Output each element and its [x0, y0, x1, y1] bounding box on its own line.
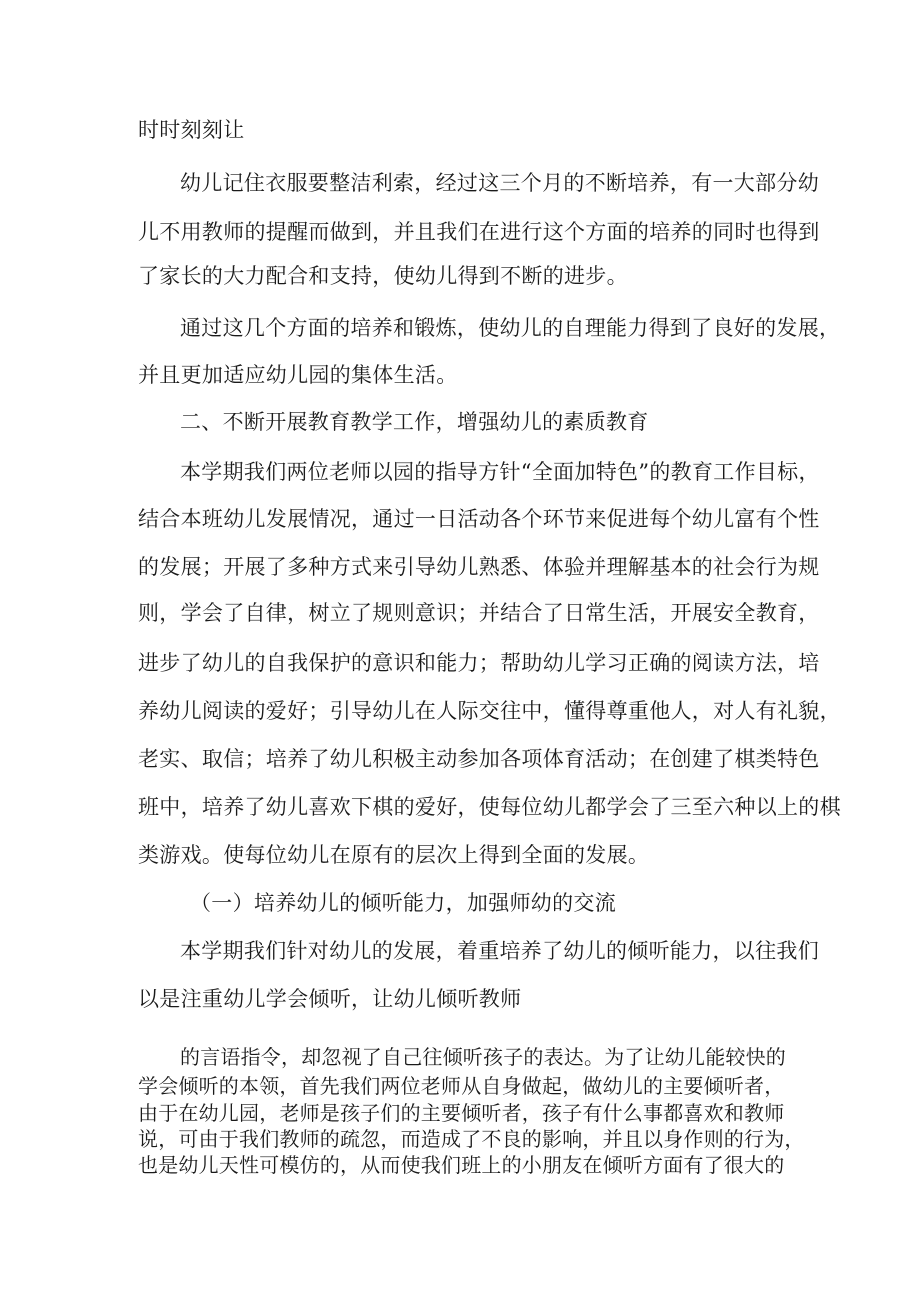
text-line: 并且更加适应幼儿园的集体生活。 [138, 363, 458, 387]
text-line: 学会倾听的本领，首先我们两位老师从自身做起，做幼儿的主要倾听者， [138, 1074, 785, 1098]
text-line: 时时刻刻让 [138, 118, 245, 142]
text-line: 也是幼儿天性可模仿的，从而使我们班上的小朋友在倾听方面有了很大的 [138, 1153, 785, 1177]
text-line: 类游戏。使每位幼儿在原有的层次上得到全面的发展。 [138, 843, 650, 867]
text-line: 班中，培养了幼儿喜欢下棋的爱好，使每位幼儿都学会了三至六种以上的棋 [138, 795, 841, 819]
subsection-heading: （一）培养幼儿的倾听能力，加强师幼的交流 [190, 891, 616, 915]
text-line: 本学期我们针对幼儿的发展，着重培养了幼儿的倾听能力，以往我们 [180, 939, 819, 963]
text-line: 老实、取信；培养了幼儿积极主动参加各项体育活动；在创建了棋类特色 [138, 747, 820, 771]
text-line: 幼儿记住衣服要整洁利索，经过这三个月的不断培养，有一大部分幼 [180, 171, 819, 195]
text-line: 结合本班幼儿发展情况，通过一日活动各个环节来促进每个幼儿富有个性 [138, 507, 820, 531]
text-line: 养幼儿阅读的爱好；引导幼儿在人际交往中，懂得尊重他人，对人有礼貌， [138, 699, 841, 723]
text-line: 以是注重幼儿学会倾听，让幼儿倾听教师 [138, 987, 522, 1011]
text-line: 的发展；开展了多种方式来引导幼儿熟悉、体验并理解基本的社会行为规 [138, 555, 820, 579]
section-heading: 二、不断开展教育教学工作，增强幼儿的素质教育 [180, 410, 649, 434]
text-line: 通过这几个方面的培养和锻炼，使幼儿的自理能力得到了良好的发展， [180, 316, 841, 340]
text-line: 儿不用教师的提醒而做到，并且我们在进行这个方面的培养的同时也得到 [138, 220, 820, 244]
text-line: 了家长的大力配合和支持，使幼儿得到不断的进步。 [138, 264, 628, 288]
text-line: 说，可由于我们教师的疏忽，而造成了不良的影响，并且以身作则的行为， [138, 1127, 805, 1151]
text-line: 则，学会了自律，树立了规则意识；并结合了日常生活，开展安全教育， [138, 601, 820, 625]
text-line: 本学期我们两位老师以园的指导方针“全面加特色”的教育工作目标， [180, 460, 820, 484]
text-line: 进步了幼儿的自我保护的意识和能力；帮助幼儿学习正确的阅读方法，培 [138, 651, 820, 675]
text-line: 的言语指令，却忽视了自己往倾听孩子的表达。为了让幼儿能较快的 [180, 1045, 786, 1069]
text-line: 由于在幼儿园，老师是孩子们的主要倾听者，孩子有什么事都喜欢和教师 [138, 1101, 785, 1125]
